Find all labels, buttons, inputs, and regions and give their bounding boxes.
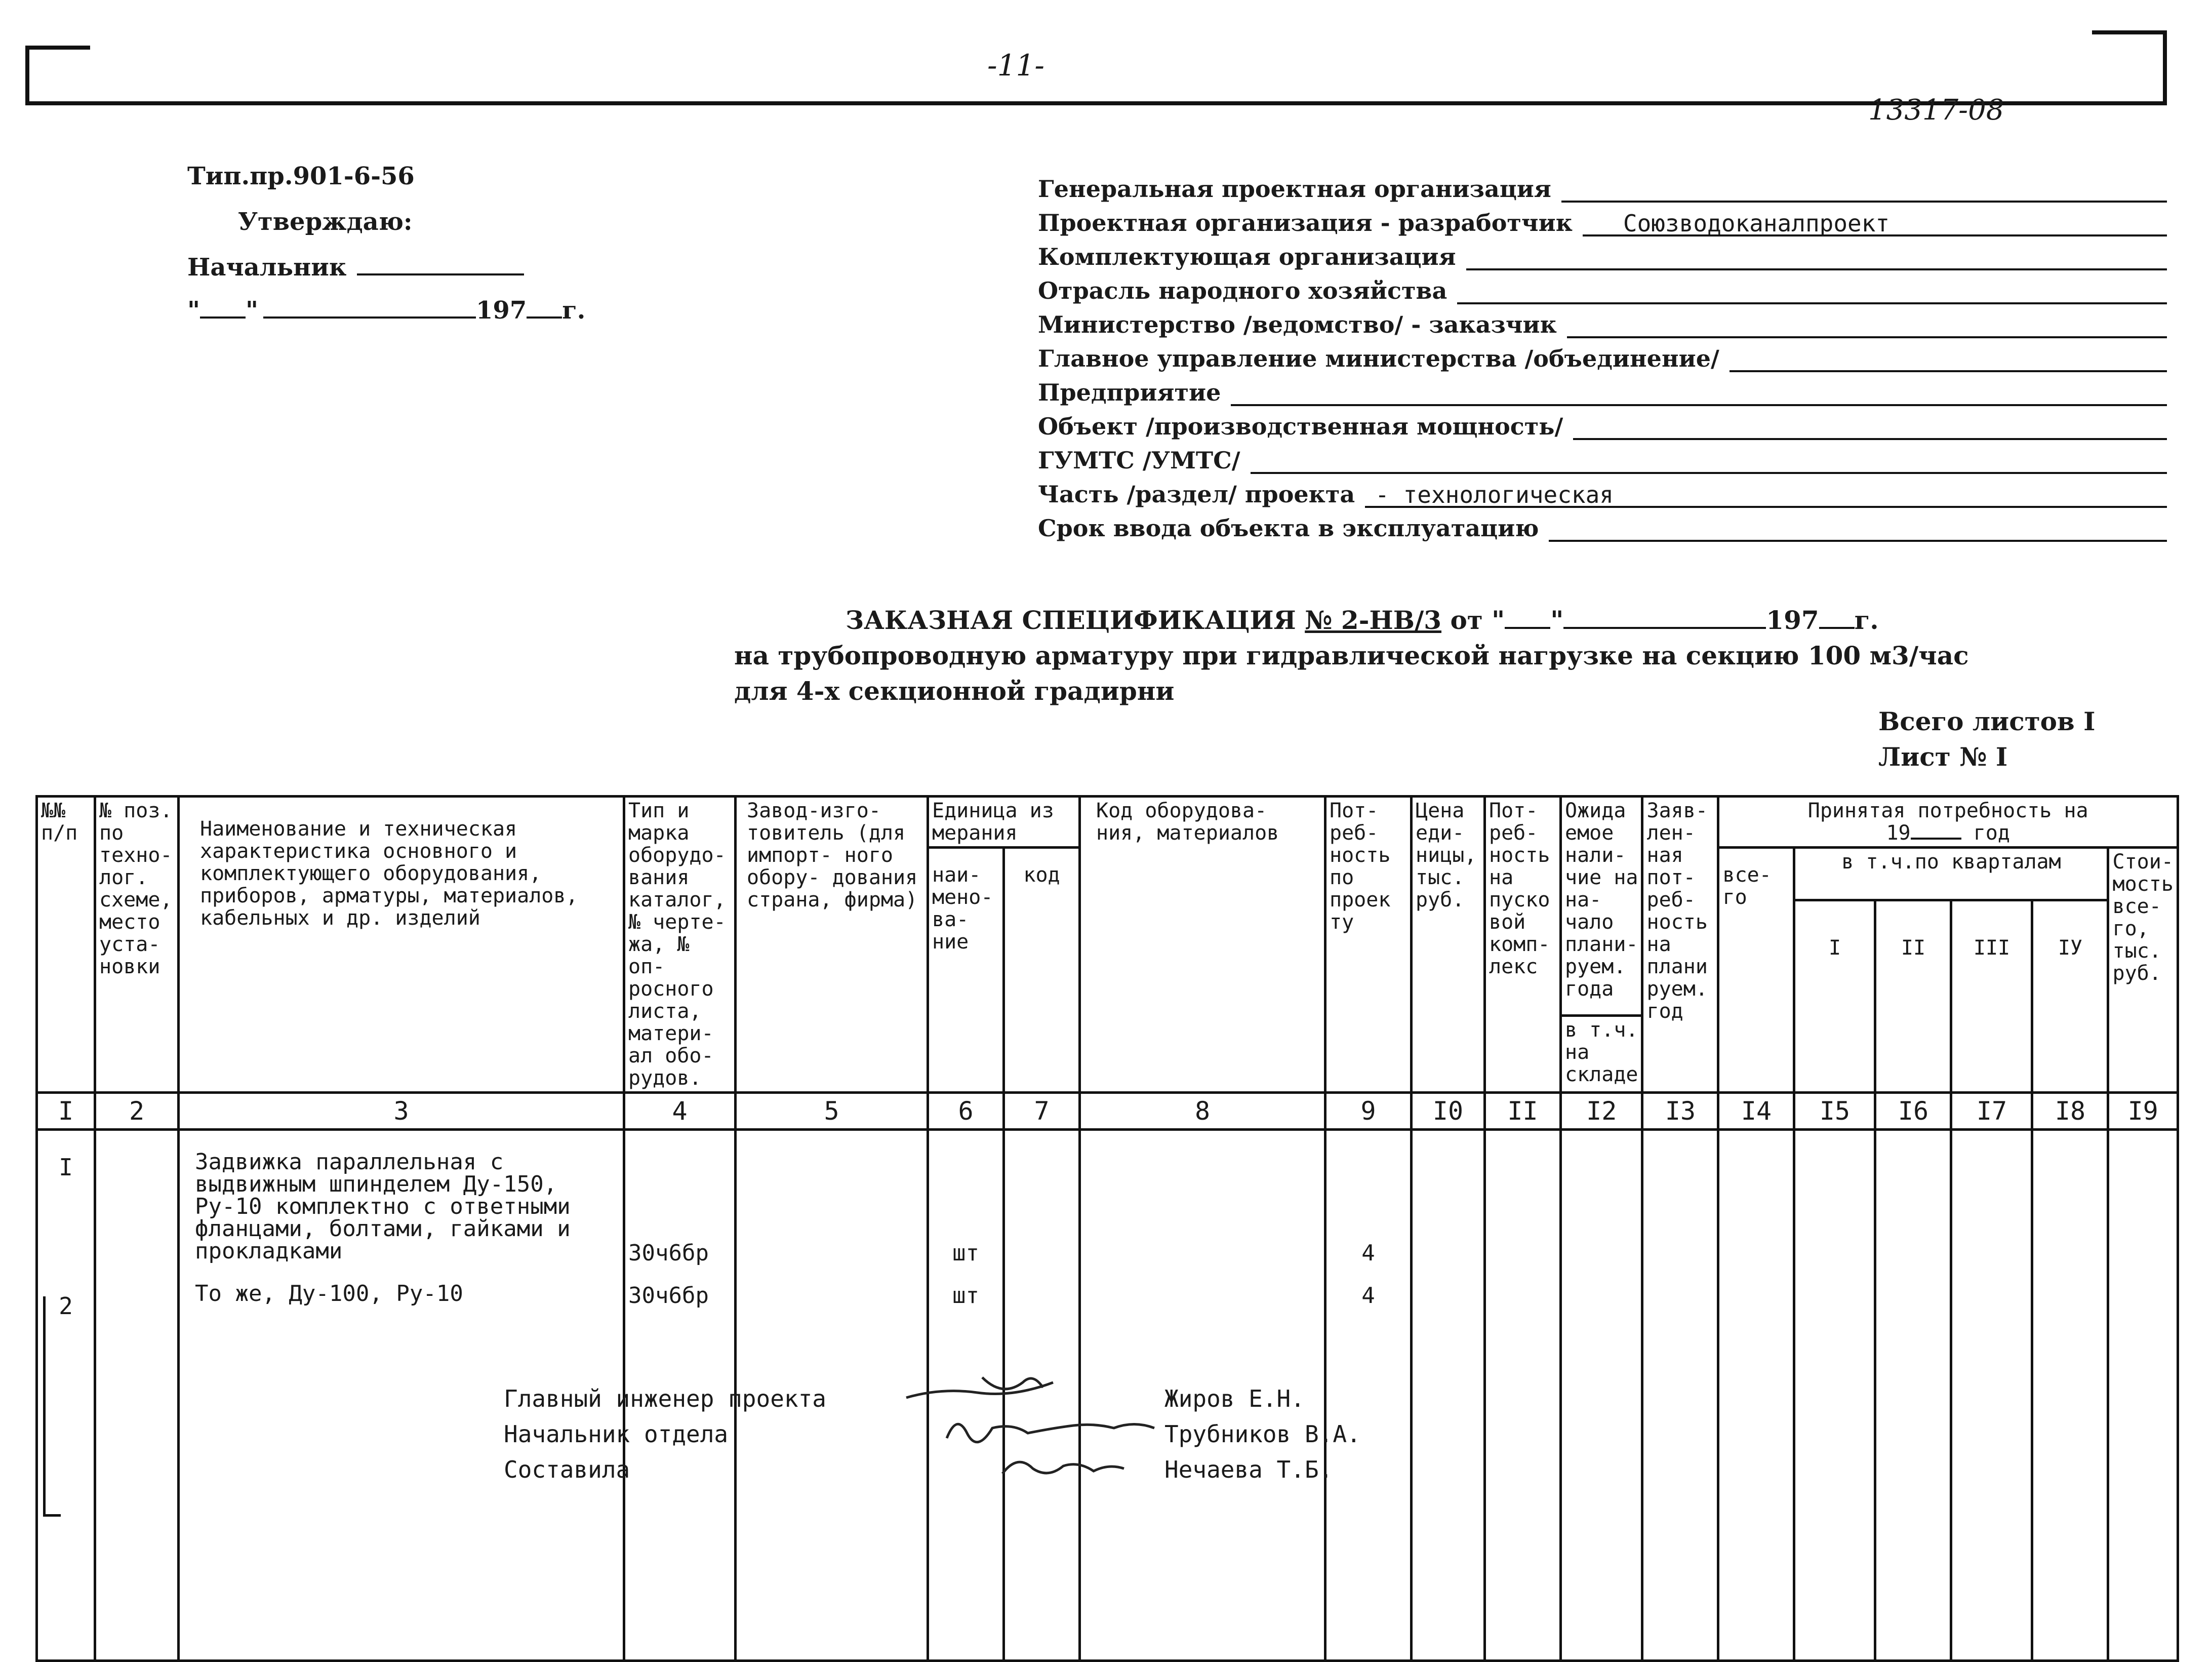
signature-name: Нечаева Т.Б.: [1164, 1456, 1333, 1483]
specification-table: [35, 795, 2179, 1662]
header-q2: II: [1875, 900, 1951, 1093]
approval-date: " " 197 г.: [187, 296, 586, 325]
header-cost: Стои- мость все- го, тыс. руб.: [2108, 848, 2178, 1093]
signature-role: Составила: [504, 1456, 630, 1483]
row-number: 2: [59, 1292, 73, 1320]
sheets-total: Всего листов I: [1878, 706, 2096, 736]
header-unit: Единица из мерания: [928, 797, 1080, 848]
row-unit: шт: [952, 1240, 979, 1266]
col-number: 3: [179, 1093, 624, 1130]
header-name: Наименование и техническая характеристика основного и комплектующего оборудования, приборов, арматуры, материалов, кабельных и др. изделий: [179, 797, 624, 1093]
col-number: I: [37, 1093, 95, 1130]
header-accepted: Принятая потребность на 19 год: [1718, 797, 2178, 848]
header-manufacturer: Завод-изго- товитель (для импорт- ного обору- дования страна, фирма): [736, 797, 928, 1093]
row-qty: 4: [1361, 1283, 1375, 1309]
row-type: 30ч6бр: [628, 1283, 709, 1309]
header-startup: Пот- реб- ность на пуско вой комп- лекс: [1485, 797, 1561, 1093]
row-qty: 4: [1361, 1240, 1375, 1266]
col-number: 9: [1325, 1093, 1412, 1130]
col-number: 5: [736, 1093, 928, 1130]
col-number: I3: [1642, 1093, 1718, 1130]
header-quarters: в т.ч.по кварталам: [1794, 848, 2108, 900]
row-name: То же, Ду-100, Ру-10: [195, 1281, 463, 1307]
signature-role: Начальник отдела: [504, 1420, 729, 1448]
org-field-enterprise: Предприятие: [1038, 371, 2167, 406]
header-type: Тип и марка оборудо- вания каталог, № черте- жа, № оп- росного листа, матери- ал обо- рудов.: [624, 797, 736, 1093]
col-number: 2: [95, 1093, 179, 1130]
col-number: I7: [1951, 1093, 2032, 1130]
chief-label: Начальник: [187, 253, 524, 282]
org-field-ministry: Министерство /ведомство/ - заказчик: [1038, 303, 2167, 338]
bottom-left-bracket: [43, 1296, 61, 1517]
header-q1: I: [1794, 900, 1875, 1093]
header-n: №№ п/п: [37, 797, 95, 1093]
col-number: II: [1485, 1093, 1561, 1130]
org-field-gumts: ГУМТС /УМТС/: [1038, 439, 2167, 474]
header-expected: Ожида емое нали- чие на на- чало плани- руем. года в т.ч. на складе: [1561, 797, 1642, 1093]
page-number: -11-: [987, 48, 1044, 83]
spec-subtitle-2: для 4-х секционной градирни: [734, 676, 1175, 706]
org-field-branch: Отрасль народного хозяйства: [1038, 269, 2167, 304]
spec-subtitle: на трубопроводную арматуру при гидравлической нагрузке на секцию 100 м3/час: [734, 641, 1969, 670]
header-pos: № поз. по техно- лог. схеме, место уста- новки: [95, 797, 179, 1093]
org-field-general: Генеральная проектная организация: [1038, 167, 2167, 203]
header-unit-code: код: [1004, 848, 1080, 1093]
col-number: 6: [928, 1093, 1004, 1130]
header-price: Цена еди- ницы, тыс. руб.: [1412, 797, 1485, 1093]
col-number: 8: [1080, 1093, 1325, 1130]
col-number: I9: [2108, 1093, 2178, 1130]
signature-name: Жиров Е.Н.: [1164, 1385, 1305, 1412]
row-number: I: [59, 1154, 73, 1181]
row-type: 30ч6бр: [628, 1240, 709, 1266]
approve-label: Утверждаю:: [238, 208, 413, 236]
row-quantities: [1325, 1130, 1412, 1661]
handwritten-signature-icon: [901, 1367, 1185, 1489]
col-number: I0: [1412, 1093, 1485, 1130]
org-field-object: Объект /производственная мощность/: [1038, 405, 2167, 440]
header-declared: Заяв- лен- ная пот- реб- ность на плани руем. год: [1642, 797, 1718, 1093]
signature-name: Трубников В.А.: [1164, 1420, 1361, 1448]
org-field-main-directorate: Главное управление министерства /объединение/: [1038, 337, 2167, 372]
row-unit: шт: [952, 1283, 979, 1309]
header-need: Пот- реб- ность по проек ту: [1325, 797, 1412, 1093]
org-field-project-part: Часть /раздел/ проекта - технологическая: [1038, 472, 2167, 508]
project-code: Тип.пр.901-6-56: [187, 162, 415, 190]
spec-title: ЗАКАЗНАЯ СПЕЦИФИКАЦИЯ № 2-НВ/3 от " " 197 г.: [846, 605, 1879, 635]
org-field-completing: Комплектующая организация: [1038, 235, 2167, 270]
sheet-number: Лист № I: [1878, 742, 2008, 772]
signature-role: Главный инженер проекта: [504, 1385, 826, 1412]
header-code: Код оборудова- ния, материалов: [1080, 797, 1325, 1093]
document-number: 13317-08: [1868, 94, 2004, 127]
col-number: 4: [624, 1093, 736, 1130]
header-q4: IУ: [2032, 900, 2108, 1093]
top-frame: [25, 30, 2167, 105]
col-number: I2: [1561, 1093, 1642, 1130]
org-field-developer: Проектная организация - разработчик Союзводоканалпроект: [1038, 201, 2167, 236]
col-number: I6: [1875, 1093, 1951, 1130]
col-number: I4: [1718, 1093, 1794, 1130]
col-number: I5: [1794, 1093, 1875, 1130]
org-field-commissioning: Срок ввода объекта в эксплуатацию: [1038, 506, 2167, 542]
header-in-stock: в т.ч. на складе: [1562, 1014, 1641, 1088]
col-number: I8: [2032, 1093, 2108, 1130]
header-q3: III: [1951, 900, 2032, 1093]
header-unit-name: наи- мено- ва- ние: [928, 848, 1004, 1093]
row-name: Задвижка параллельная с выдвижным шпинделем Ду-150, Ру-10 комплектно с ответными фланцами, болтами, гайками и прокладками: [195, 1149, 571, 1264]
header-total: все- го: [1718, 848, 1794, 1093]
col-number: 7: [1004, 1093, 1080, 1130]
